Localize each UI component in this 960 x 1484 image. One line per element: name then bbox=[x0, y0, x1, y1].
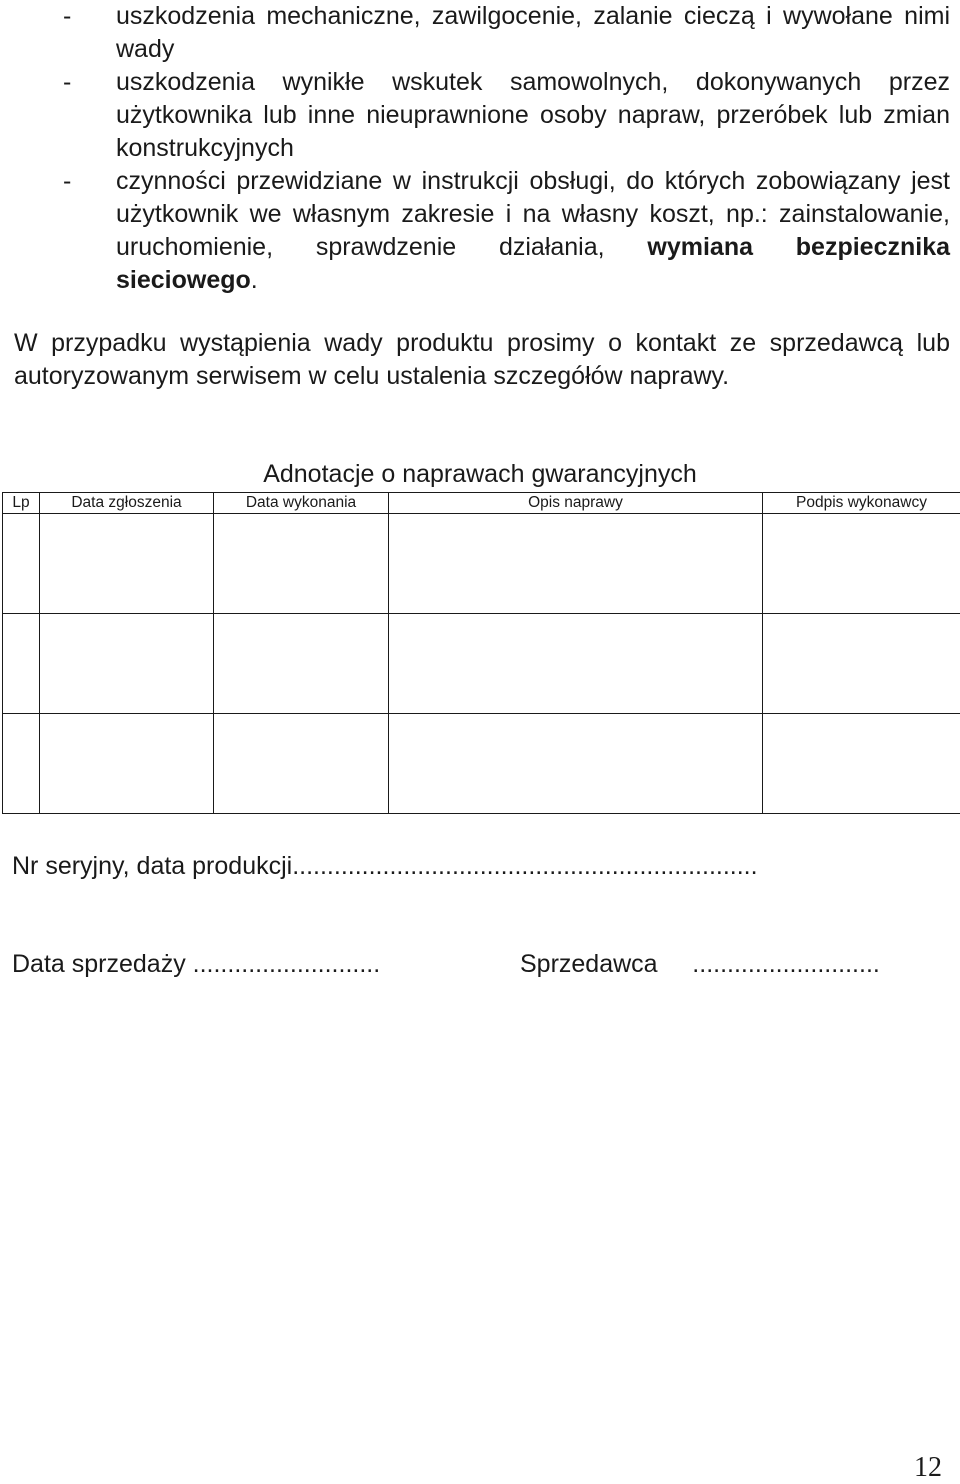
list-item bbox=[14, 165, 950, 297]
table-row bbox=[3, 714, 960, 814]
table-cell[interactable] bbox=[389, 614, 763, 714]
bullet-text: uszkodzenia wynikłe wskutek samowolnych, dokonywanych przez użytkownika lub inne nieuprawnione osoby napraw, przeróbek lub zmian konstrukcyjnych bbox=[116, 68, 950, 162]
table-cell[interactable] bbox=[3, 514, 40, 614]
bullet-tail: . bbox=[250, 266, 258, 294]
table-cell[interactable] bbox=[214, 514, 389, 614]
table-cell[interactable] bbox=[763, 514, 960, 614]
page-number: 12 bbox=[914, 1452, 942, 1483]
table-cell[interactable] bbox=[40, 614, 214, 714]
table-cell[interactable] bbox=[763, 714, 960, 814]
serial-number-field: Nr seryjny, data produkcji................................................................... bbox=[12, 852, 758, 880]
table-row bbox=[3, 614, 960, 714]
bullet-dash: - bbox=[63, 167, 72, 195]
list-item bbox=[14, 0, 950, 66]
header-lp: Lp bbox=[3, 493, 40, 514]
header-repair-description: Opis naprawy bbox=[389, 493, 763, 514]
header-report-date: Data zgłoszenia bbox=[40, 493, 214, 514]
header-completion-date: Data wykonania bbox=[214, 493, 389, 514]
bullet-dash: - bbox=[63, 2, 72, 30]
table-cell[interactable] bbox=[214, 714, 389, 814]
table-cell[interactable] bbox=[40, 514, 214, 614]
bullet-text: uszkodzenia mechaniczne, zawilgocenie, zalanie cieczą i wywołane nimi wady bbox=[116, 2, 950, 63]
header-contractor-signature: Podpis wykonawcy bbox=[763, 493, 960, 514]
table-title: Adnotacje o naprawach gwarancyjnych bbox=[263, 460, 697, 488]
bullet-bold-text: wymiana bezpiecznika sieciowego bbox=[116, 233, 950, 294]
bullet-dash: - bbox=[63, 68, 72, 96]
table-cell[interactable] bbox=[3, 714, 40, 814]
bullet-text: czynności przewidziane w instrukcji obsługi, do których zobowiązany jest użytkownik we własnym zakresie i na własny koszt, np.: zainstalowanie, uruchomienie, sprawdzenie działania, bbox=[116, 167, 950, 261]
seller-field: Sprzedawca ........................... bbox=[520, 950, 880, 978]
table-row bbox=[3, 514, 960, 614]
exclusions-list bbox=[14, 0, 950, 297]
table-cell[interactable] bbox=[389, 714, 763, 814]
table-cell[interactable] bbox=[389, 514, 763, 614]
list-item bbox=[14, 66, 950, 165]
contact-paragraph: W przypadku wystąpienia wady produktu prosimy o kontakt ze sprzedawcą lub autoryzowanym serwisem w celu ustalenia szczegółów naprawy. bbox=[14, 329, 950, 390]
repairs-table bbox=[2, 492, 960, 814]
table-cell[interactable] bbox=[763, 614, 960, 714]
table-cell[interactable] bbox=[3, 614, 40, 714]
sale-date-field: Data sprzedaży ........................... bbox=[12, 950, 381, 978]
table-cell[interactable] bbox=[214, 614, 389, 714]
table-header-row bbox=[3, 493, 960, 514]
table-cell[interactable] bbox=[40, 714, 214, 814]
